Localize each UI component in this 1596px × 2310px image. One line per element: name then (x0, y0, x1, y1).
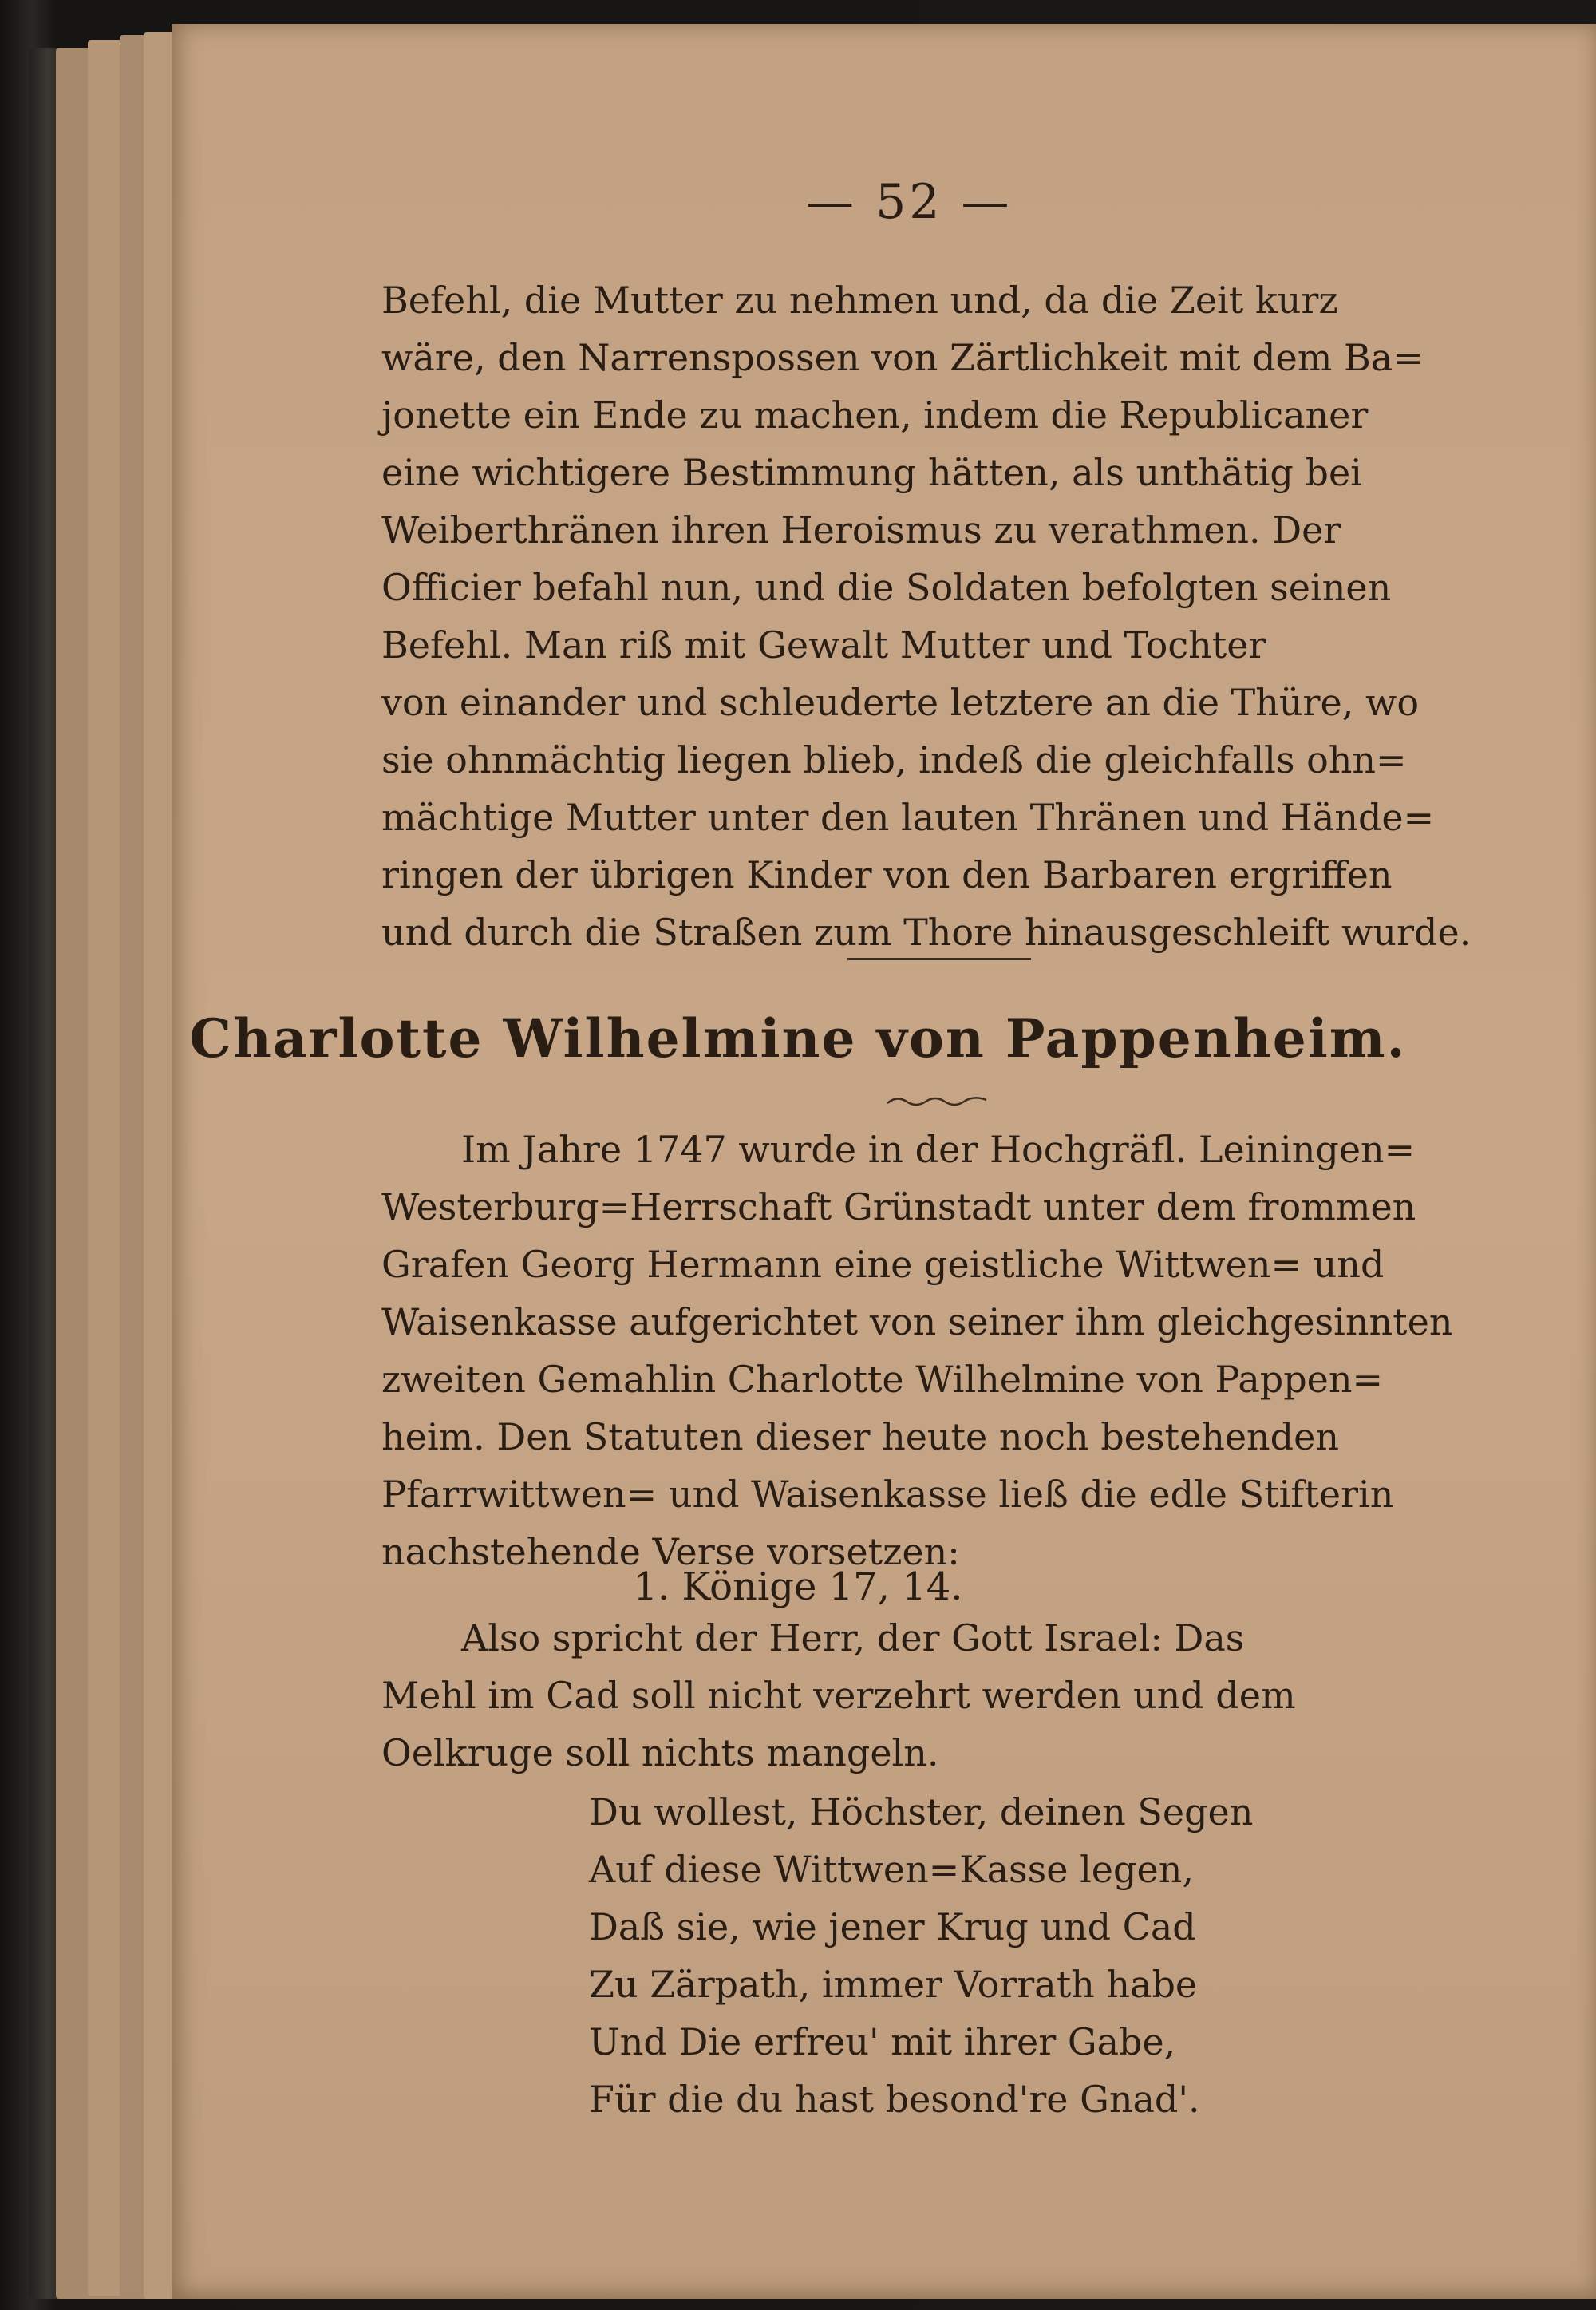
poem-line: Auf diese Wittwen=Kasse legen, (589, 1848, 1194, 1891)
poem-line: Für die du hast besond're Gnad'. (589, 2078, 1200, 2121)
text-line: eine wichtigere Bestimmung hätten, als unthätig bei (381, 451, 1362, 494)
text-line: heim. Den Statuten dieser heute noch bestehenden (381, 1415, 1339, 1458)
text-line: Pfarrwittwen= und Waisenkasse ließ die edle Stifterin (381, 1473, 1394, 1516)
text-line: Mehl im Cad soll nicht verzehrt werden und dem (381, 1674, 1296, 1717)
text-line: Im Jahre 1747 wurde in der Hochgräfl. Leiningen= (461, 1128, 1416, 1171)
text-line: Officier befahl nun, und die Soldaten befolgten seinen (381, 566, 1392, 609)
poem-line: Du wollest, Höchster, deinen Segen (589, 1790, 1254, 1833)
text-line: Befehl. Man riß mit Gewalt Mutter und Tochter (381, 623, 1266, 666)
poem-line: Zu Zärpath, immer Vorrath habe (589, 1963, 1198, 2006)
text-line: ringen der übrigen Kinder von den Barbaren ergriffen (381, 853, 1393, 896)
section-divider (847, 958, 1031, 960)
text-line: Grafen Georg Hermann eine geistliche Wittwen= und (381, 1243, 1385, 1286)
text-line: jonette ein Ende zu machen, indem die Republicaner (381, 394, 1369, 437)
text-line: Also spricht der Herr, der Gott Israel: Das (461, 1616, 1245, 1659)
text-line: Weiberthränen ihren Heroismus zu verathmen. Der (381, 508, 1341, 552)
text-line: Oelkruge soll nichts mangeln. (381, 1731, 939, 1774)
text-line: wäre, den Narrenspossen von Zärtlichkeit mit dem Ba= (381, 336, 1424, 379)
text-line: zweiten Gemahlin Charlotte Wilhelmine von Pappen= (381, 1358, 1384, 1401)
text-line: und durch die Straßen zum Thore hinausgeschleift wurde. (381, 911, 1472, 954)
flourish-ornament (886, 1092, 990, 1111)
text-line: sie ohnmächtig liegen blieb, indeß die gleichfalls ohn= (381, 738, 1407, 781)
text-line: mächtige Mutter unter den lauten Thränen und Hände= (381, 796, 1435, 839)
bible-reference: 1. Könige 17, 14. (633, 1564, 963, 1609)
text-line: Westerburg=Herrschaft Grünstadt unter dem frommen (381, 1185, 1416, 1228)
text-line: nachstehende Verse vorsetzen: (381, 1530, 960, 1573)
page-number: — 52 — (806, 174, 1013, 230)
text-line: von einander und schleuderte letztere an die Thüre, wo (381, 681, 1420, 724)
poem-line: Und Die erfreu' mit ihrer Gabe, (589, 2020, 1176, 2063)
section-heading: Charlotte Wilhelmine von Pappenheim. (189, 1007, 1407, 1070)
poem-line: Daß sie, wie jener Krug und Cad (589, 1905, 1196, 1948)
text-line: Waisenkasse aufgerichtet von seiner ihm gleichgesinnten (381, 1300, 1453, 1343)
text-line: Befehl, die Mutter zu nehmen und, da die Zeit kurz (381, 279, 1338, 322)
